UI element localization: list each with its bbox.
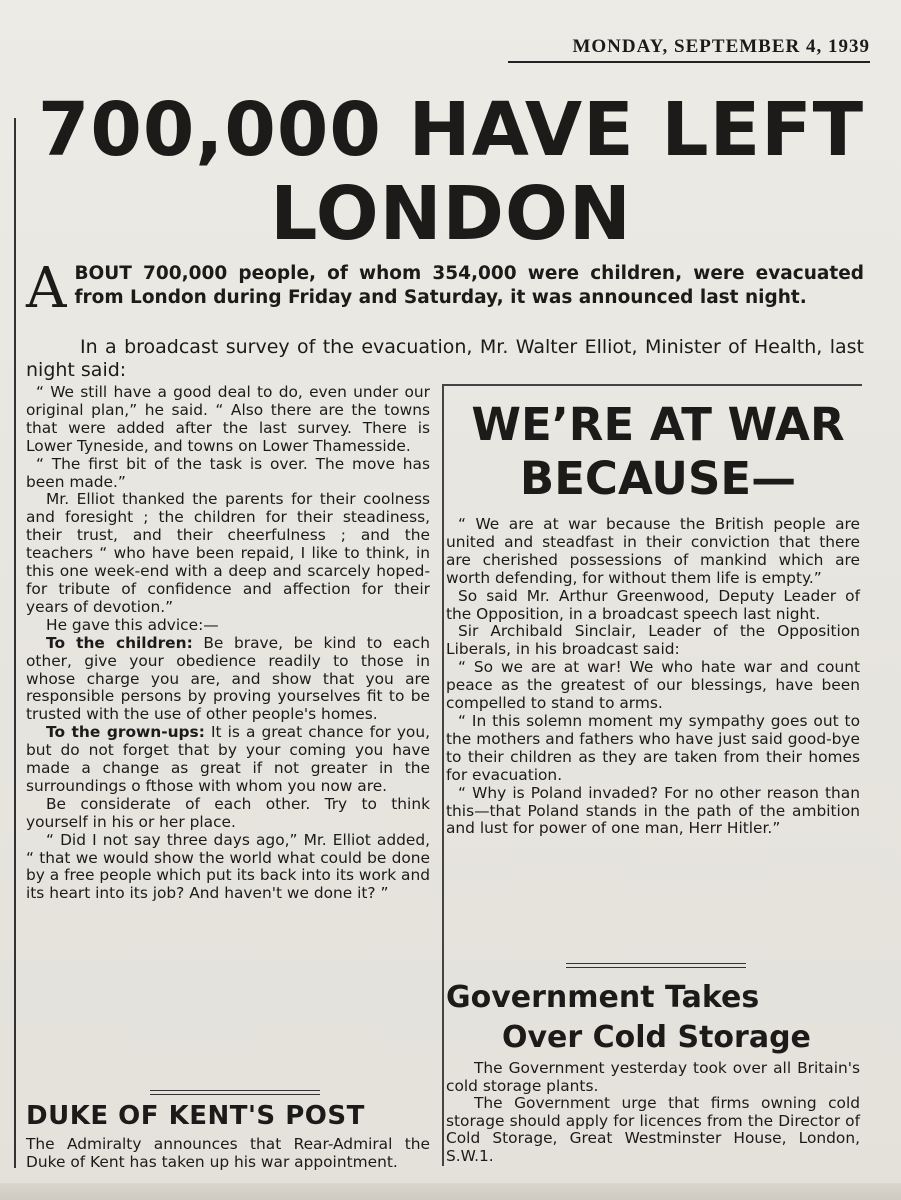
article-paragraph: “ The first bit of the task is over. The move has been made.” (26, 454, 430, 491)
elliot-article (26, 384, 430, 903)
advice-children (26, 635, 430, 725)
article-paragraph: Be considerate of each other. Try to think yourself in his or her place. (26, 794, 430, 831)
advice-label: To the children: (46, 633, 193, 652)
dateline: MONDAY, SEPTEMBER 4, 1939 (508, 36, 870, 63)
article-paragraph: He gave this advice:— (46, 615, 219, 634)
article-paragraph: So said Mr. Arthur Greenwood, Deputy Leader of the Opposition, in a broadcast speech last night. (446, 586, 860, 623)
section-divider (566, 963, 746, 968)
section-divider (150, 1090, 320, 1095)
column-divider (442, 386, 444, 1166)
cold-storage-article (446, 1060, 860, 1165)
headline-line: Over Cold Storage (502, 1020, 811, 1055)
advice-text: It is a great chance for you, but do not forget that by your coming you have made a change as great if not greater in the surroundings o fthose with whom you now are. (26, 723, 430, 795)
article-paragraph: “ We are at war because the British people are united and steadfast in their conviction that there are cherished possessions of mankind which are worth defending, for without them life is empty.” (446, 515, 860, 587)
advice-text: Be brave, be kind to each other, give your obedience readily to those in whose charge you are, and show that you are responsible persons by proving yourselves fit to be trusted with the use of other people's homes. (26, 633, 430, 724)
article-paragraph: Mr. Elliot thanked the parents for their coolness and foresight ; the children for their steadiness, their trust, and their cheerfulness ; and the teachers “ who have been repaid, I like to think, in this one week-end with a deep and scarcely hoped-for tribute of confidence and affection for their years of devotion.” (26, 490, 430, 616)
left-column-rule (14, 118, 16, 1168)
lead-paragraph (26, 256, 864, 321)
advice-label: To the grown-ups: (46, 723, 205, 742)
article-paragraph: “ Did I not say three days ago,” Mr. Elliot added, “ that we would show the world what could be done by a free people which put its back into its work and its heart into its job? And haven't we done it? ” (26, 830, 430, 903)
article-paragraph: “ So we are at war! We who hate war and count peace as the greatest of our blessings, have been compelled to stand to arms. (446, 658, 860, 713)
war-article (446, 516, 860, 838)
headline-line: Government Takes (446, 980, 760, 1015)
survey-paragraph (26, 336, 864, 382)
cold-storage-headline (446, 978, 866, 1058)
page-edge (0, 1183, 901, 1200)
article-paragraph: “ In this solemn moment my sympathy goes out to the mothers and fathers who have just said good-bye to their children as they are taken from their homes for evacuation. (446, 711, 860, 784)
main-headline: 700,000 HAVE LEFT LONDON (37, 87, 865, 257)
article-paragraph: Sir Archibald Sinclair, Leader of the Opposition Liberals, in his broadcast said: (446, 622, 860, 659)
article-paragraph: “ Why is Poland invaded? For no other reason than this—that Poland stands in the path of the ambition and lust for power of one man, Herr Hitler.” (446, 783, 860, 838)
war-box-top-rule (442, 384, 862, 386)
duke-article: The Admiralty announces that Rear-Admiral the Duke of Kent has taken up his war appointment. (26, 1135, 430, 1171)
war-headline: WE’RE AT WAR BECAUSE— (471, 398, 845, 505)
lead-text: BOUT 700,000 people, of whom 354,000 were children, were evacuated from London during Friday and Saturday, it was announced last night. (74, 263, 864, 308)
duke-headline: DUKE OF KENT'S POST (26, 1101, 365, 1131)
advice-grown-ups (26, 724, 430, 796)
drop-cap: A (26, 256, 67, 321)
article-paragraph: “ We still have a good deal to do, even under our original plan,” he said. “ Also there are the towns that were added after the last survey. There is Lower Tyneside, and towns on Lower Thamesside. (26, 383, 430, 455)
article-paragraph: The Government yesterday took over all Britain's cold storage plants. (446, 1059, 860, 1095)
survey-text: In a broadcast survey of the evacuation, Mr. Walter Elliot, Minister of Health, last night said: (26, 336, 864, 381)
article-paragraph: The Government urge that firms owning cold storage should apply for licences from the Director of Cold Storage, Great Westminster House, London, S.W.1. (446, 1094, 860, 1165)
